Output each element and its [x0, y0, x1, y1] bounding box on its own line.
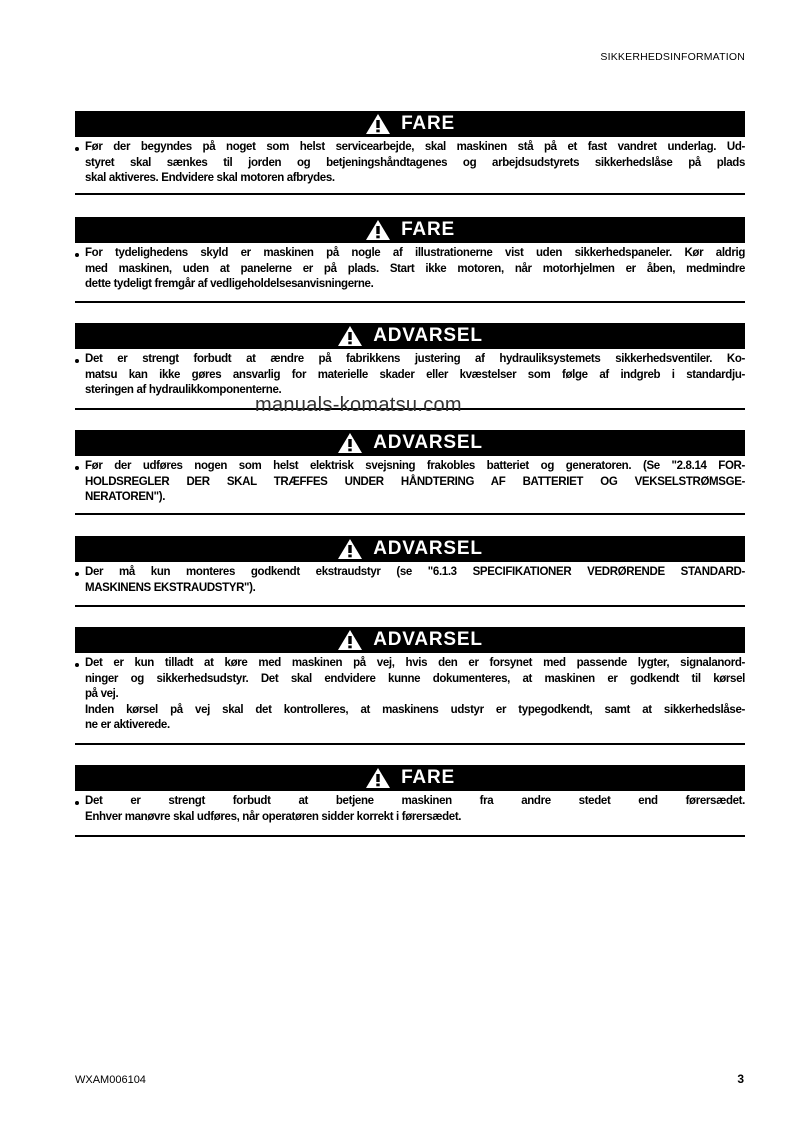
warning-triangle-icon	[337, 432, 363, 454]
divider	[75, 301, 745, 303]
notice-banner	[75, 765, 745, 791]
notice-text-line: Før der udføres nogen som helst elektrisk svejsning frakobles batteriet og generatoren. (Se "2.8.14 FOR-	[85, 460, 745, 472]
notice-banner	[75, 217, 745, 243]
bullet-icon	[75, 359, 79, 363]
safety-notice-advarsel	[75, 536, 745, 596]
notice-level-label: FARE	[401, 219, 455, 240]
bullet-icon	[75, 663, 79, 667]
notice-body	[75, 653, 745, 734]
notice-text-line: Enhver manøvre skal udføres, når operatøren sidder korrekt i førersædet.	[85, 810, 462, 823]
divider	[75, 513, 745, 515]
notice-banner	[75, 627, 745, 653]
divider	[75, 743, 745, 745]
notice-text-line: matsu kan ikke gøres ansvarlig for materielle skader eller kvæstelser som følge af indgreb i standardju-	[85, 368, 745, 381]
bullet-icon	[75, 572, 79, 576]
warning-triangle-icon	[365, 113, 391, 135]
notice-text-line: Inden kørsel på vej skal det kontrolleres, at maskinens udstyr er typegodkendt, samt at sikkerhedslåse-	[85, 703, 745, 716]
notice-level-label: ADVARSEL	[373, 629, 483, 650]
notice-text-line: Før der begyndes på noget som helst servicearbejde, skal maskinen stå på et fast vandret underlag. Ud-	[85, 141, 745, 153]
notice-text-line: HOLDSREGLER DER SKAL TRÆFFES UNDER HÅNDTERING AF BATTERIET OG VEKSELSTRØMSGE-	[85, 475, 745, 488]
notice-text-line: skal aktiveres. Endvidere skal motoren afbrydes.	[85, 172, 335, 184]
notice-text-line: med maskinen, uden at panelerne er på plads. Start ikke motoren, når motorhjelmen er åben, medmindre	[85, 262, 745, 275]
notice-banner	[75, 111, 745, 137]
notice-text-line: Det er strengt forbudt at betjene maskinen fra andre stedet end førersædet.	[85, 795, 745, 807]
notice-text-line: For tydelighedens skyld er maskinen på nogle af illustrationerne vist uden sikkerhedspaneler. Kør aldrig	[85, 247, 745, 259]
safety-notice-fare	[75, 111, 745, 187]
document-code: WXAM006104	[75, 1074, 146, 1086]
notice-level-label: ADVARSEL	[373, 538, 483, 559]
warning-triangle-icon	[365, 219, 391, 241]
notice-banner	[75, 536, 745, 562]
divider	[75, 835, 745, 837]
notice-text-line: NERATOREN").	[85, 491, 166, 503]
notice-text-line: Det er kun tilladt at køre med maskinen på vej, hvis den er forsynet med passende lygter, signalanord-	[85, 657, 745, 669]
notice-body	[75, 349, 745, 399]
notice-body	[75, 791, 745, 825]
notice-body	[75, 456, 745, 506]
section-header: SIKKERHEDSINFORMATION	[600, 51, 745, 63]
notice-text-line: dette tydeligt fremgår af vedligeholdelsesanvisningerne.	[85, 278, 374, 290]
notice-text-line: steringen af hydraulikkomponenterne.	[85, 384, 282, 396]
notice-banner	[75, 323, 745, 349]
page-number: 3	[737, 1072, 744, 1086]
warning-triangle-icon	[337, 629, 363, 651]
notice-text-line: Der må kun monteres godkendt ekstraudstyr (se "6.1.3 SPECIFIKATIONER VEDRØRENDE STANDARD-	[85, 566, 745, 578]
notice-level-label: FARE	[401, 113, 455, 134]
notice-text-line: på vej.	[85, 688, 119, 700]
notice-text-line: MASKINENS EKSTRAUDSTYR").	[85, 581, 256, 594]
safety-notice-advarsel	[75, 323, 745, 399]
safety-notice-fare	[75, 765, 745, 825]
notice-level-label: ADVARSEL	[373, 432, 483, 453]
notice-text-line: ninger og sikkerhedsudstyr. Det skal endvidere kunne dokumenteres, at maskinen er godkendt til kørsel	[85, 672, 745, 685]
watermark: manuals-komatsu.com	[255, 394, 462, 416]
bullet-icon	[75, 253, 79, 257]
bullet-icon	[75, 147, 79, 151]
safety-notice-fare	[75, 217, 745, 293]
notice-level-label: FARE	[401, 767, 455, 788]
warning-triangle-icon	[337, 325, 363, 347]
notice-text-line: ne er aktiverede.	[85, 719, 170, 731]
notice-text-line: Det er strengt forbudt at ændre på fabrikkens justering af hydrauliksystemets sikkerhedsventiler. Ko-	[85, 353, 745, 365]
bullet-icon	[75, 801, 79, 805]
warning-triangle-icon	[337, 538, 363, 560]
notice-level-label: ADVARSEL	[373, 325, 483, 346]
divider	[75, 193, 745, 195]
safety-notice-advarsel	[75, 627, 745, 734]
safety-notice-advarsel	[75, 430, 745, 506]
notice-body	[75, 243, 745, 293]
bullet-icon	[75, 466, 79, 470]
divider	[75, 605, 745, 607]
warning-triangle-icon	[365, 767, 391, 789]
notice-body	[75, 137, 745, 187]
notice-text-line: styret skal sænkes til jorden og betjeningshåndtagenes og arbejdsudstyrets sikkerhedslåse på plads	[85, 156, 745, 169]
notice-banner	[75, 430, 745, 456]
notice-body	[75, 562, 745, 596]
